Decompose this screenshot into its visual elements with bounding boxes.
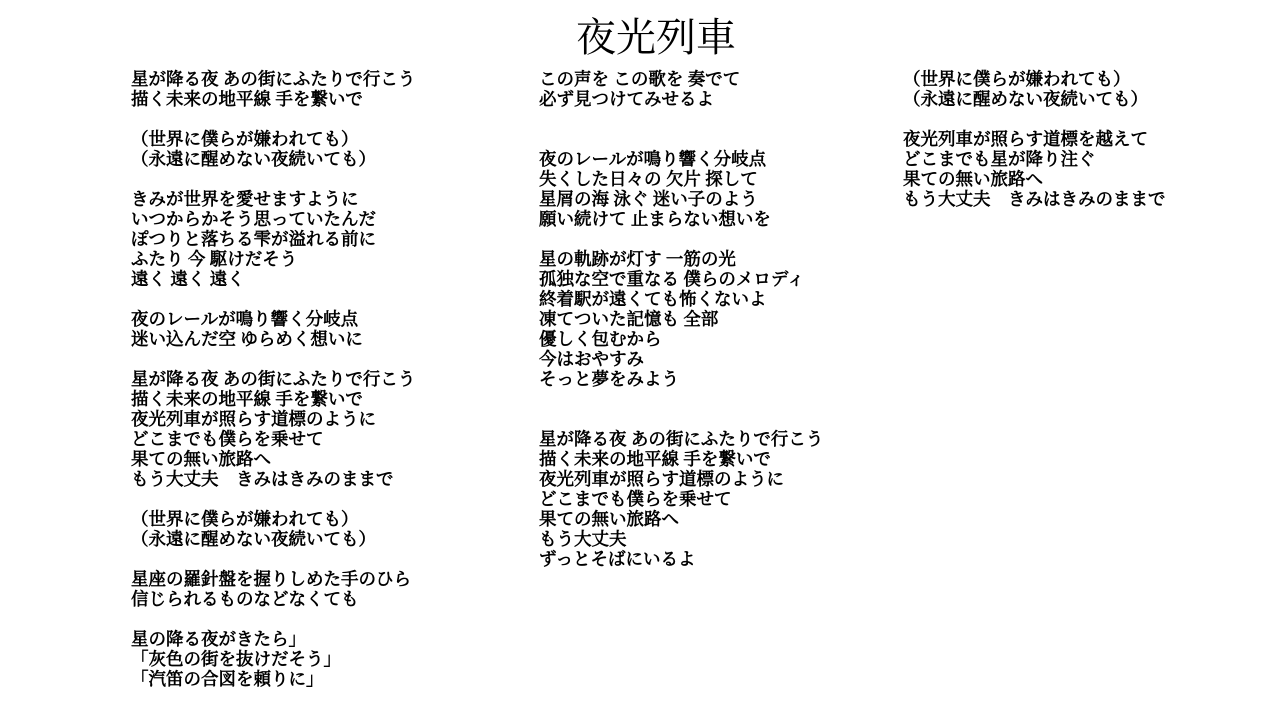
lyric-line: 夜光列車が照らす道標を越えて [903,129,1148,149]
lyric-stanza [131,129,415,169]
lyric-line: ふたり 今 駆けだそう [131,249,298,269]
lyric-line: 優しく包むから [539,329,662,349]
lyric-line: 夜光列車が照らす道標のように [539,469,784,489]
lyric-line: 星座の羅針盤を握りしめた手のひら [131,569,411,589]
lyric-line: （永遠に醒めない夜続いても） [131,529,376,549]
lyric-line: 夜のレールが鳴り響く分岐点 [131,309,359,329]
lyric-line: 果ての無い旅路へ [903,169,1043,189]
lyric-line: 果ての無い旅路へ [539,509,679,529]
lyric-line: 迷い込んだ空 ゆらめく想いに [131,329,363,349]
lyric-line: ずっとそばにいるよ [539,549,696,569]
lyric-stanza [131,369,415,489]
lyrics-column-1 [131,69,415,689]
lyric-line: （世界に僕らが嫌われても） [131,509,359,529]
lyric-line: もう大丈夫 きみはきみのままで [131,469,394,489]
lyric-line: 遠く 遠く 遠く [131,269,245,289]
lyric-stanza [539,249,823,389]
lyric-line: きみが世界を愛せますように [131,189,359,209]
lyric-line: 夜光列車が照らす道標のように [131,409,376,429]
lyric-line: いつからかそう思っていたんだ [131,209,376,229]
lyric-line: 願い続けて 止まらない想いを [539,209,771,229]
lyric-line: もう大丈夫 [539,529,627,549]
lyric-line: どこまでも僕らを乗せて [539,489,732,509]
lyric-line: どこまでも星が降り注ぐ [903,149,1096,169]
lyric-stanza [131,309,415,349]
lyric-stanza [539,69,823,109]
lyric-line: この声を この歌を 奏でて [539,69,741,89]
lyric-line: 描く未来の地平線 手を繋いで [539,449,771,469]
lyric-line: 夜のレールが鳴り響く分岐点 [539,149,767,169]
lyric-stanza [131,189,415,289]
lyric-line: （永遠に醒めない夜続いても） [131,149,376,169]
lyric-line: 凍てついた記憶も 全部 [539,309,719,329]
lyric-line: 「汽笛の合図を頼りに」 [131,669,324,689]
lyric-line: どこまでも僕らを乗せて [131,429,324,449]
lyric-line: 描く未来の地平線 手を繋いで [131,89,363,109]
lyric-stanza [539,149,823,229]
lyric-stanza [903,129,1166,209]
lyric-line: 終着駅が遠くても怖くないよ [539,289,767,309]
lyric-line: 失くした日々の 欠片 探して [539,169,758,189]
lyric-stanza [131,509,415,549]
lyric-line: 星の軌跡が灯す 一筋の光 [539,249,736,269]
lyric-line: 孤独な空で重なる 僕らのメロディ [539,269,805,289]
lyric-line: もう大丈夫 きみはきみのままで [903,189,1166,209]
lyric-line: 星屑の海 泳ぐ 迷い子のよう [539,189,758,209]
lyric-line: 「灰色の街を抜けだそう」 [131,649,341,669]
lyric-stanza [903,69,1166,109]
lyric-line: 果ての無い旅路へ [131,449,271,469]
lyric-line: ぽつりと落ちる雫が溢れる前に [131,229,376,249]
lyric-line: （世界に僕らが嫌われても） [131,129,359,149]
lyric-line: 必ず見つけてみせるよ [539,89,714,109]
lyric-stanza [131,69,415,109]
lyric-line: 星の降る夜がきたら」 [131,629,306,649]
lyrics-column-3 [903,69,1166,209]
lyric-line: （世界に僕らが嫌われても） [903,69,1131,89]
lyric-line: 信じられるものなどなくても [131,589,359,609]
lyrics-column-2 [539,69,823,569]
lyric-line: そっと夢をみよう [539,369,679,389]
lyric-line: 星が降る夜 あの街にふたりで行こう [539,429,824,449]
song-title: 夜光列車 [576,15,736,60]
lyric-stanza [539,429,823,569]
lyric-line: 今はおやすみ [539,349,644,369]
lyric-stanza [131,569,415,609]
lyric-line: 星が降る夜 あの街にふたりで行こう [131,369,416,389]
lyric-stanza [131,629,415,689]
lyric-line: （永遠に醒めない夜続いても） [903,89,1148,109]
lyric-line: 星が降る夜 あの街にふたりで行こう [131,69,416,89]
lyric-line: 描く未来の地平線 手を繋いで [131,389,363,409]
